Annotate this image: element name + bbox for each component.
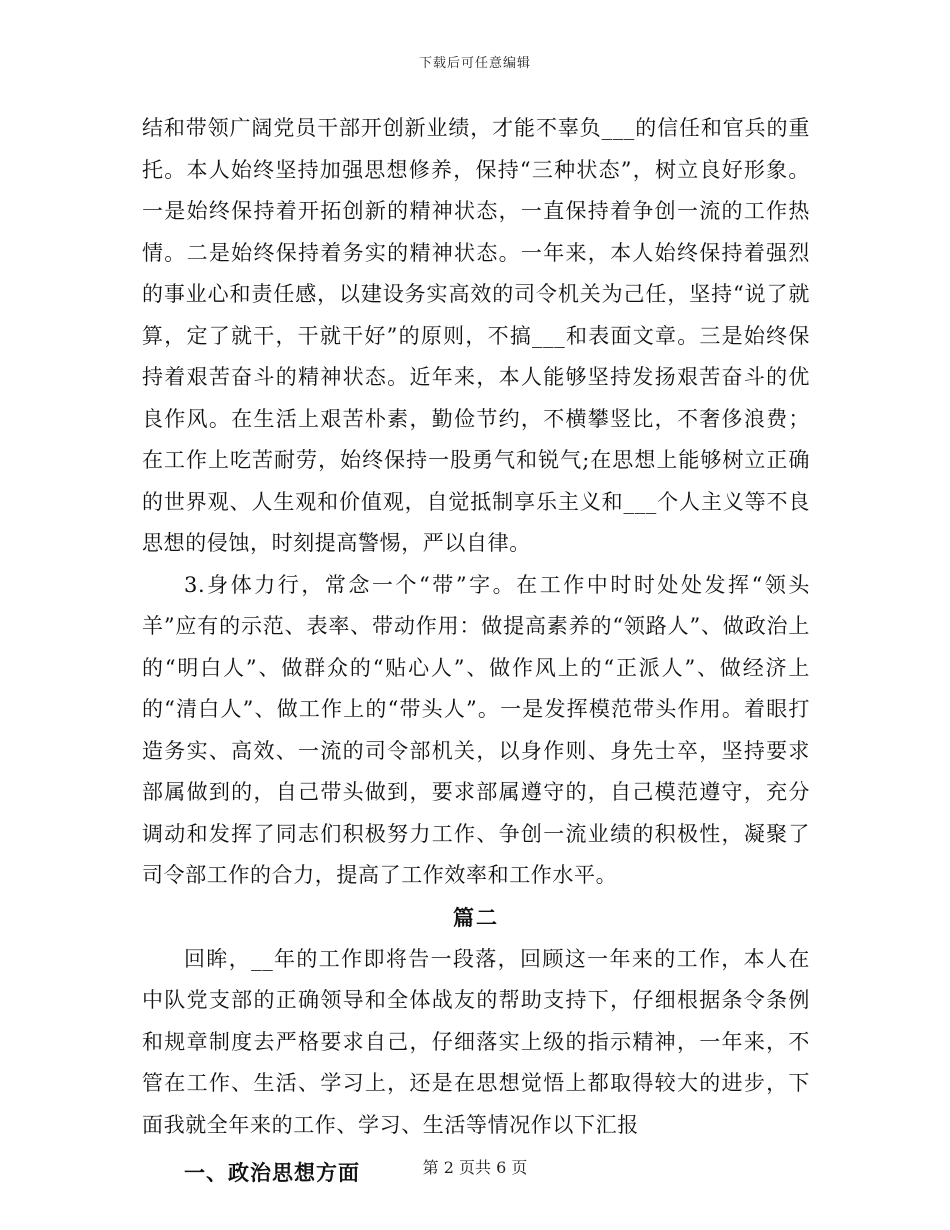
body-paragraph-2: 3.身体力行，常念一个“带”字。在工作中时时处处发挥“领头羊”应有的示范、表率、带动作用：做提高素养的“领路人”、做政治上的“明白人”、做群众的“贴心人”、做作风上的“正派人”、做经济上的“清白人”、做工作上的“带头人”。一是发挥模范带头作用。着眼打造务实、高效、一流的司令部机关，以身作则、身先士卒，坚持要求部属做到的，自己带头做到，要求部属遵守的，自己模范遵守，充分调动和发挥了同志们积极努力工作、争创一流业绩的积极性，凝聚了司令部工作的合力，提高了工作效率和工作水平。 [142, 572, 810, 887]
body-paragraph-3: 回眸，__年的工作即将告一段落，回顾这一年来的工作，本人在中队党支部的正确领导和全体战友的帮助支持下，仔细根据条令条例和规章制度去严格要求自己，仔细落实上级的指示精神，一年来，不管在工作、生活、学习上，还是在思想觉悟上都取得较大的进步，下面我就全年来的工作、学习、生活等情况作以下汇报 [142, 946, 810, 1137]
body-paragraph-1: 结和带领广阔党员干部开创新业绩，才能不辜负___的信任和官兵的重托。本人始终坚持加强思想修养，保持“三种状态”，树立良好形象。一是始终保持着开拓创新的精神状态，一直保持着争创一流的工作热情。二是始终保持着务实的精神状态。一年来，本人始终保持着强烈的事业心和责任感，以建设务实高效的司令机关为己任，坚持“说了就算，定了就干，干就干好”的原则，不搞___和表面文章。三是始终保持着艰苦奋斗的精神状态。近年来，本人能够坚持发扬艰苦奋斗的优良作风。在生活上艰苦朴素，勤俭节约，不横攀竖比，不奢侈浪费；在工作上吃苦耐劳，始终保持一股勇气和锐气;在思想上能够树立正确的世界观、人生观和价值观，自觉抵制享乐主义和___个人主义等不良思想的侵蚀，时刻提高警惕，严以自律。 [142, 116, 810, 555]
section-title: 篇二 [453, 904, 499, 930]
section-subheading: 一、政治思想方面 [184, 1160, 360, 1185]
document-body [142, 108, 810, 1194]
page-footer: 第 2 页共 6 页 [422, 1158, 528, 1177]
page-header: 下载后可任意编辑 [418, 56, 531, 71]
